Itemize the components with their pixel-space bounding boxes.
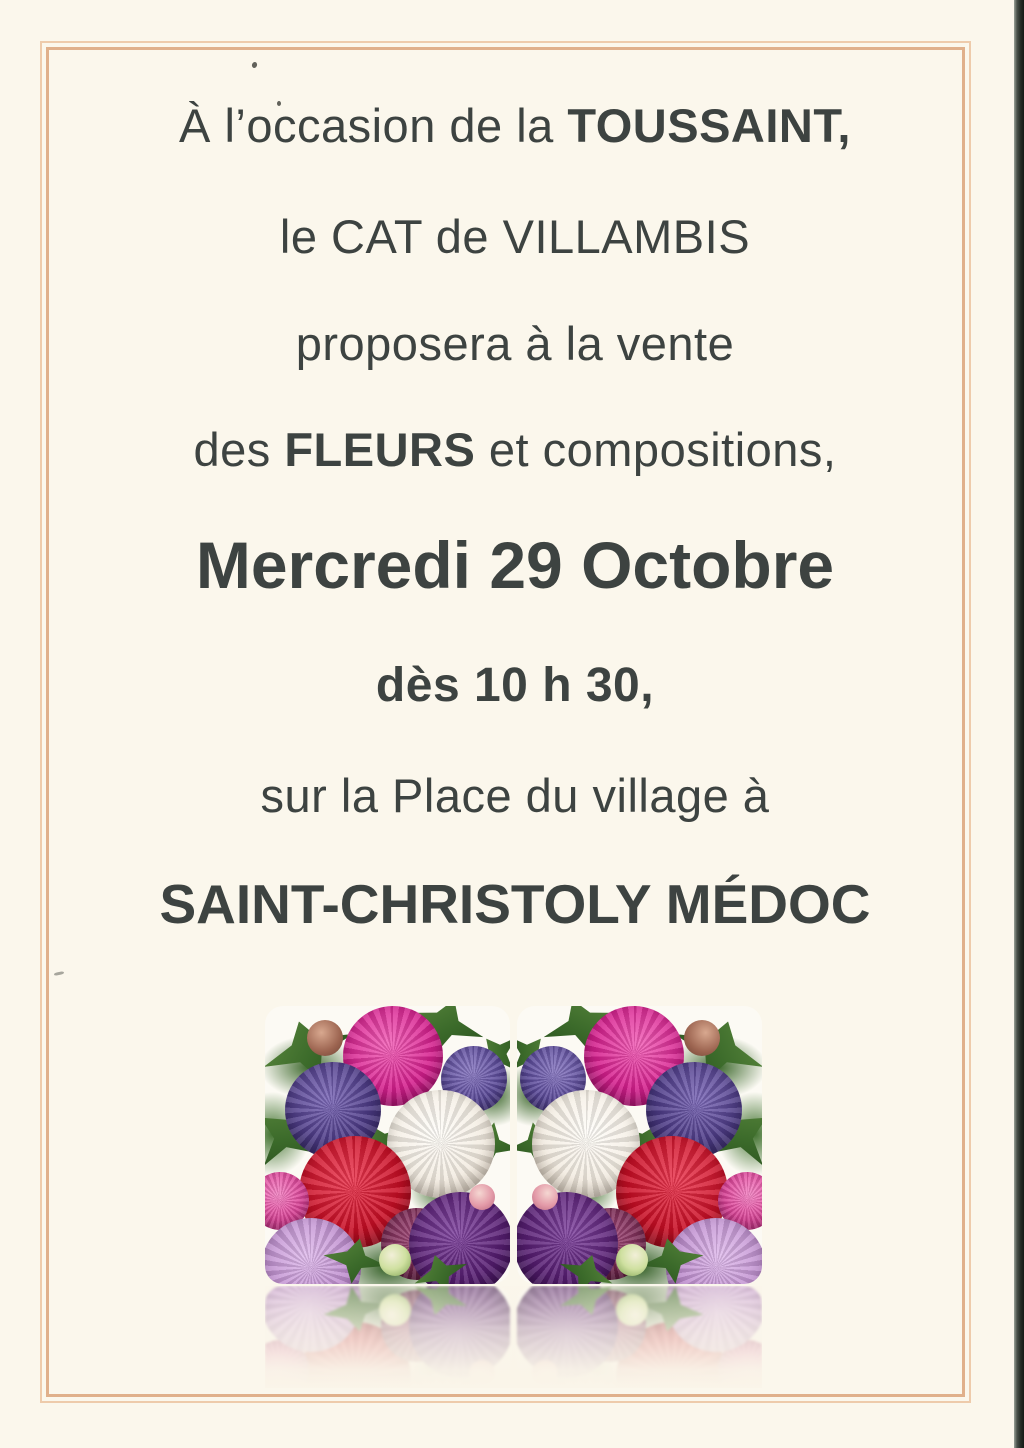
- text-segment: le CAT de VILLAMBIS: [279, 210, 751, 263]
- flower-bud: [532, 1184, 558, 1210]
- text-segment-bold: TOUSSAINT,: [567, 99, 851, 152]
- line-organisation: [48, 212, 982, 261]
- flower-photo-right: [517, 1006, 762, 1284]
- line-ville: [48, 873, 982, 935]
- line-lieu: [48, 771, 982, 820]
- flower-dark-purple: [409, 1192, 510, 1284]
- line-date: [48, 528, 982, 602]
- flower-photo-left: [265, 1006, 510, 1284]
- line-occasion: [48, 101, 982, 150]
- flower-bud: [307, 1020, 343, 1056]
- flower-bud: [684, 1020, 720, 1056]
- text-segment-bold: dès 10 h 30,: [375, 659, 655, 712]
- scanner-edge-shadow: [1014, 0, 1024, 1448]
- text-segment-bold: Mercredi 29 Octobre: [195, 528, 835, 602]
- text-segment: À l’occasion de la: [179, 99, 568, 152]
- flower-dark-purple: [517, 1192, 618, 1284]
- text-segment-bold: FLEURS: [284, 423, 476, 476]
- text-segment: sur la Place du village à: [260, 769, 770, 822]
- flower-bud: [379, 1244, 411, 1276]
- line-heure: [48, 661, 982, 711]
- text-segment-bold: SAINT-CHRISTOLY MÉDOC: [159, 873, 871, 935]
- flower-bud: [469, 1184, 495, 1210]
- text-segment: et compositions,: [475, 423, 837, 476]
- text-segment: proposera à la vente: [295, 317, 735, 370]
- flower-photos: [265, 1006, 762, 1284]
- line-produits: [48, 425, 982, 474]
- reflection-fade: [265, 1286, 762, 1388]
- flower-bud: [616, 1244, 648, 1276]
- line-action: [48, 319, 982, 368]
- flower-reflection: [265, 1286, 762, 1388]
- text-segment: des: [193, 423, 285, 476]
